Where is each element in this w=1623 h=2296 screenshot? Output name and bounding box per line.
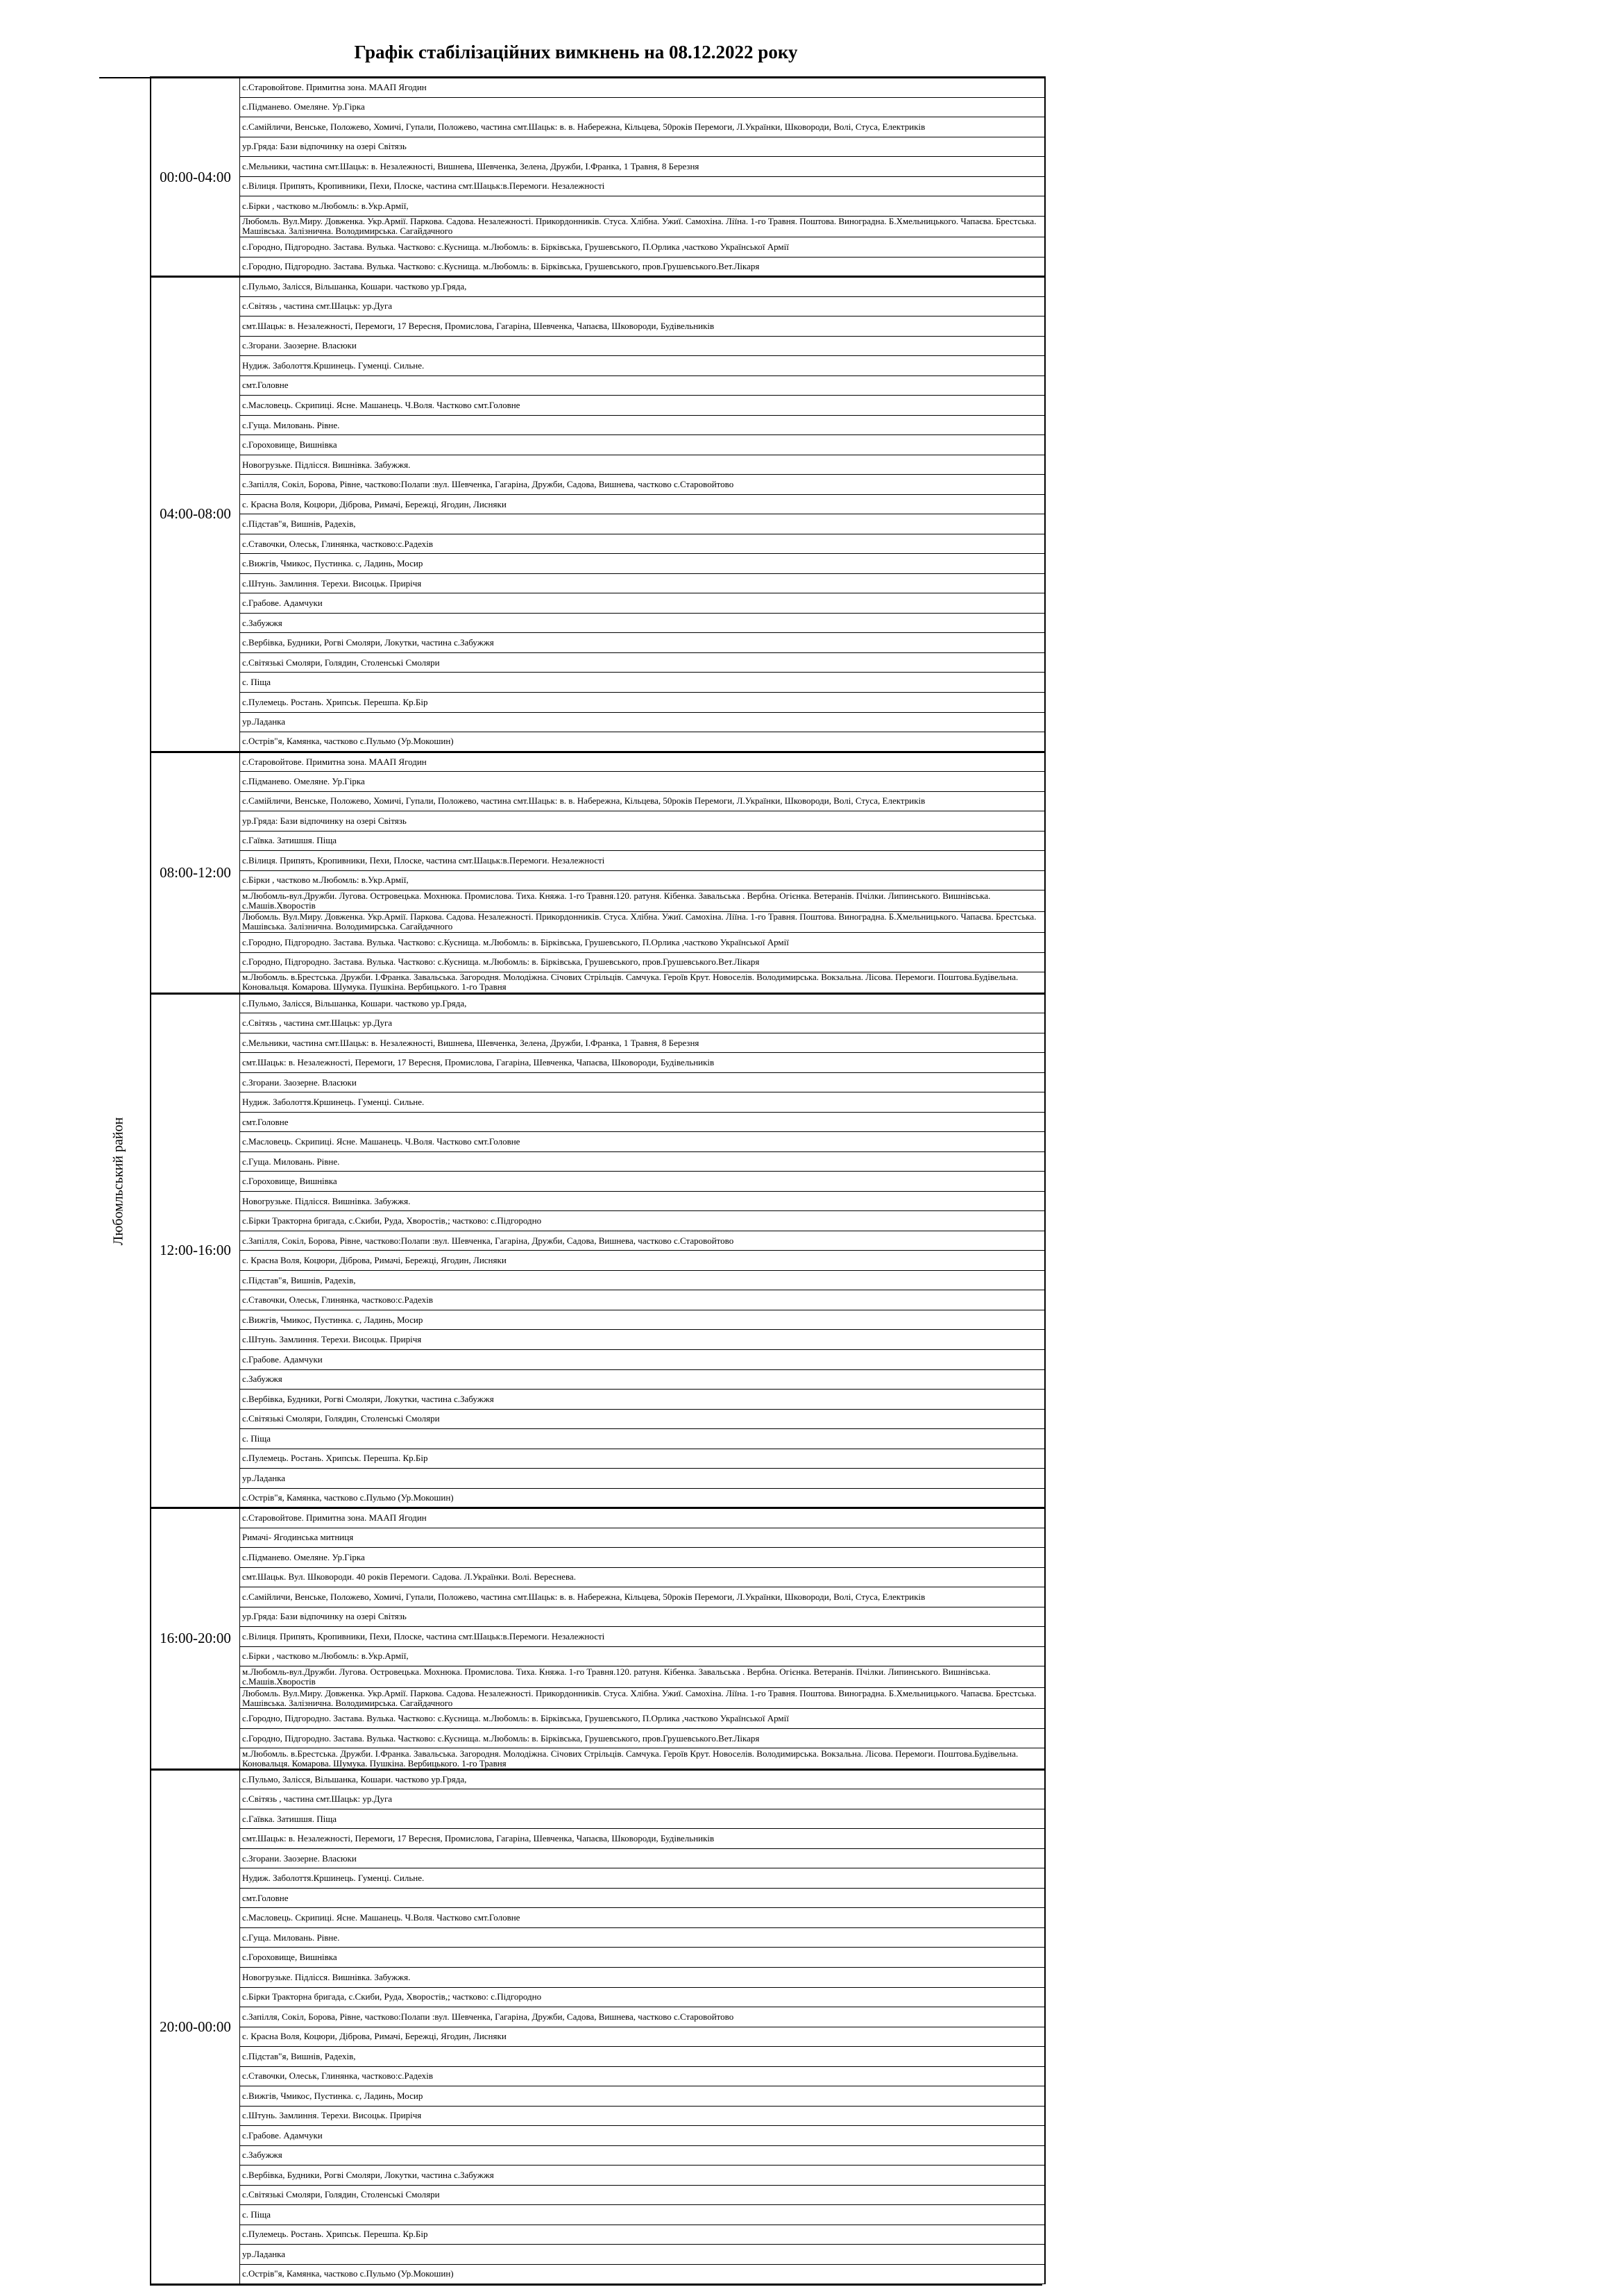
area-list-item: Любомль. Вул.Миру. Довженка. Укр.Армії. Паркова. Садова. Незалежності. Прикордонників. Стуса. Хлібна. Ужиї. Самохіна. Ліїна. 1-го Травня. Поштова. Виноградна. Б.Хмельницького. Чапаєва. Брестська. Машівська. Залізнична. Володимирська. Сагайдачного (240, 216, 1046, 237)
area-list-item: м.Любомль-вул.Дружби. Лугова. Островецька. Мохнюка. Промислова. Тиха. Княжа. 1-го Травня.120. ратуня. Кібенка. Завальська . Вербна. Огієнка. Ветеранів. Пчілки. Липинського. Вишнівська. с.Машів.Хворостів (240, 1666, 1046, 1688)
schedule-row (99, 1709, 1045, 1729)
schedule-row (99, 1868, 1045, 1889)
area-list-item: м.Любомль. в.Брестська. Дружби. І.Франка. Завальська. Загородня. Молодіжна. Січових Стрільців. Самчука. Героїв Крут. Новоселів. Володимирська. Вокзальна. Лісова. Перемоги. Поштова.Будівельна. Коновальця. Комарова. Шумука. Пушкіна. Вербицького. 1-го Травня (240, 972, 1046, 994)
area-list-item: ур.Гряда: Бази відпочинку на озері Світязь (240, 137, 1046, 157)
schedule-row (99, 1927, 1045, 1948)
schedule-row (99, 1528, 1045, 1548)
area-list-item: ур.Ладанка (240, 1469, 1046, 1489)
schedule-row (99, 652, 1045, 673)
schedule-row (99, 2245, 1045, 2265)
schedule-row (99, 1908, 1045, 1928)
schedule-row (99, 1350, 1045, 1370)
schedule-row (99, 1429, 1045, 1449)
area-list-item: с.Вербівка, Будники, Рогві Смоляри, Локутки, частина с.Забужжя (240, 2166, 1046, 2186)
area-list-item: с.Підстав"я, Вишнів, Радехів, (240, 514, 1046, 534)
schedule-row (99, 1748, 1045, 1770)
area-list-item: с.Вілиця. Припять, Кропивники, Пехи, Плоске, частина смт.Шацьк:в.Перемоги. Незалежності (240, 176, 1046, 196)
area-list-item: ур.Ладанка (240, 712, 1046, 732)
area-list-item: с.Гаївка. Затишшя. Піща (240, 831, 1046, 851)
time-slot: 04:00-08:00 (151, 277, 240, 752)
area-list-item: с.Світязь , частина смт.Шацьк: ур.Дуга (240, 1013, 1046, 1033)
schedule-row (99, 1191, 1045, 1211)
area-list-item: с.Самійличи, Венське, Положево, Хомичі, Гупали, Положево, частина смт.Шацьк: в. в. Набережна, Кільцева, 50років Перемоги, Л.Українки, Шковороди, Волі, Стуса, Електриків (240, 791, 1046, 811)
schedule-row (99, 2185, 1045, 2205)
schedule-row (99, 534, 1045, 554)
schedule-row (99, 890, 1045, 912)
area-list-item: с.Вілиця. Припять, Кропивники, Пехи, Плоске, частина смт.Шацьк:в.Перемоги. Незалежності (240, 851, 1046, 871)
schedule-row (99, 97, 1045, 117)
schedule-row (99, 1587, 1045, 1607)
area-list-item: с.Грабове. Адамчуки (240, 2126, 1046, 2146)
area-list-item: с.Гаївка. Затишшя. Піща (240, 1809, 1046, 1829)
schedule-row (99, 2126, 1045, 2146)
schedule-row (99, 633, 1045, 653)
schedule-row (99, 415, 1045, 435)
schedule-row (99, 1270, 1045, 1290)
schedule-row (99, 1290, 1045, 1310)
area-list-item: с.Підстав"я, Вишнів, Радехів, (240, 2047, 1046, 2067)
area-list-item: смт.Шацьк: в. Незалежності, Перемоги, 17 Вересня, Промислова, Гагаріна, Шевченка, Чапаєва, Шковороди, Будівельників (240, 1053, 1046, 1073)
schedule-row (99, 752, 1045, 772)
area-list-item: ур.Гряда: Бази відпочинку на озері Світязь (240, 1607, 1046, 1627)
area-list-item: с.Штунь. Замлиння. Терехи. Висоцьк. Прирічя (240, 573, 1046, 593)
schedule-row (99, 475, 1045, 495)
area-list-item: с.Старовойтове. Примитна зона. МААП Ягодин (240, 752, 1046, 772)
schedule-row (99, 1769, 1045, 1789)
table-bottom-border (150, 2284, 1042, 2286)
schedule-row (99, 1646, 1045, 1666)
schedule-body (99, 78, 1045, 2284)
schedule-row (99, 1251, 1045, 1271)
area-list-item: с.Підманево. Омеляне. Ур.Гірка (240, 97, 1046, 117)
time-slot: 20:00-00:00 (151, 1769, 240, 2284)
area-list-item: с.Світязькі Смоляри, Голядин, Столенські Смоляри (240, 2185, 1046, 2205)
area-list-item: с. Красна Воля, Коцюри, Діброва, Римачі, Бережці, Ягодин, Лисняки (240, 1251, 1046, 1271)
schedule-row (99, 1151, 1045, 1172)
schedule-row (99, 396, 1045, 416)
area-list-item: с.Мельники, частина смт.Шацьк: в. Незалежності, Вишнева, Шевченка, Зелена, Дружби, І.Франка, 1 Травня, 8 Березня (240, 1033, 1046, 1053)
area-list-item: с.Гуща. Миловань. Рівне. (240, 1151, 1046, 1172)
area-list-item: с.Світязь , частина смт.Шацьк: ур.Дуга (240, 296, 1046, 316)
schedule-row (99, 2264, 1045, 2284)
area-list-item: Любомль. Вул.Миру. Довженка. Укр.Армії. Паркова. Садова. Незалежності. Прикордонників. Стуса. Хлібна. Ужиї. Самохіна. Ліїна. 1-го Травня. Поштова. Виноградна. Б.Хмельницького. Чапаєва. Брестська. Машівська. Залізнична. Володимирська. Сагайдачного (240, 911, 1046, 933)
schedule-row (99, 1488, 1045, 1508)
area-list-item: с.Масловець. Скрипиці. Ясне. Машанець. Ч.Воля. Частково смт.Головне (240, 1908, 1046, 1928)
schedule-row (99, 435, 1045, 455)
area-list-item: Новогрузьке. Підлісся. Вишнівка. Забужжя. (240, 455, 1046, 475)
schedule-row (99, 1967, 1045, 1987)
schedule-row (99, 277, 1045, 297)
schedule-row (99, 870, 1045, 890)
schedule-row (99, 1172, 1045, 1192)
area-list-item: с.Городно, Підгородно. Застава. Вулька. Частково: с.Куснища. м.Любомль: в. Бірківська, Грушевського, пров.Грушевського.Вет.Лікаря (240, 952, 1046, 972)
schedule-row (99, 2205, 1045, 2225)
outage-schedule-table (99, 76, 1046, 2284)
area-list-item: с. Красна Воля, Коцюри, Діброва, Римачі, Бережці, Ягодин, Лисняки (240, 2027, 1046, 2047)
area-list-item: с.Городно, Підгородно. Застава. Вулька. Частково: с.Куснища. м.Любомль: в. Бірківська, Грушевського, пров.Грушевського.Вет.Лікаря (240, 1728, 1046, 1748)
area-list-item: с.Згорани. Заозерне. Власюки (240, 336, 1046, 356)
area-list-item: Нудиж. Заболоття.Кршинець. Гуменці. Сильне. (240, 1868, 1046, 1889)
schedule-row (99, 316, 1045, 337)
schedule-row (99, 375, 1045, 396)
area-list-item: смт.Головне (240, 1888, 1046, 1908)
area-list-item: с.Ставочки, Олеськ, Глинянка, частково:с.Радехів (240, 534, 1046, 554)
area-list-item: с.Бірки Тракторна бригада, с.Скиби, Руда, Хворостів,; частково: с.Підгородно (240, 1211, 1046, 1231)
schedule-row (99, 1053, 1045, 1073)
schedule-row (99, 712, 1045, 732)
area-list-item: с.Пулемець. Ростань. Хрипськ. Перешпа. Кр.Бір (240, 692, 1046, 712)
schedule-row (99, 78, 1045, 98)
area-list-item: смт.Шацьк. Вул. Шковороди. 40 років Перемоги. Садова. Л.Українки. Волі. Вереснева. (240, 1567, 1046, 1587)
schedule-row (99, 2106, 1045, 2126)
schedule-row (99, 1369, 1045, 1390)
schedule-row (99, 336, 1045, 356)
area-list-item: с.Запілля, Сокіл, Борова, Рівне, частково:Полапи :вул. Шевченка, Гагаріна, Дружби, Садова, Вишнева, частково с.Старовойтово (240, 1231, 1046, 1251)
schedule-row (99, 1013, 1045, 1033)
schedule-row (99, 1809, 1045, 1829)
schedule-row (99, 2066, 1045, 2086)
area-list-item: с.Запілля, Сокіл, Борова, Рівне, частково:Полапи :вул. Шевченка, Гагаріна, Дружби, Садова, Вишнева, частково с.Старовойтово (240, 475, 1046, 495)
time-slot: 12:00-16:00 (151, 993, 240, 1508)
schedule-row (99, 1508, 1045, 1528)
schedule-row (99, 1469, 1045, 1489)
area-list-item: с.Забужжя (240, 613, 1046, 633)
schedule-row (99, 1330, 1045, 1350)
schedule-row (99, 673, 1045, 693)
schedule-row (99, 216, 1045, 237)
area-list-item: с.Бірки , частково м.Любомль: в.Укр.Армії, (240, 196, 1046, 217)
area-list-item: с.Грабове. Адамчуки (240, 593, 1046, 614)
district-cell (99, 78, 151, 2284)
area-list-item: с.Вижгів, Чмикос, Пустинка. с, Ладинь, Мосир (240, 2086, 1046, 2107)
area-list-item: с.Пулемець. Ростань. Хрипськ. Перешпа. Кр.Бір (240, 2225, 1046, 2245)
schedule-row (99, 2007, 1045, 2027)
area-list-item: с.Бірки Тракторна бригада, с.Скиби, Руда, Хворостів,; частково: с.Підгородно (240, 1987, 1046, 2007)
schedule-row (99, 1310, 1045, 1330)
schedule-row (99, 356, 1045, 376)
schedule-row (99, 993, 1045, 1013)
schedule-row (99, 1092, 1045, 1113)
area-list-item: с.Пульмо, Залісся, Вільшанка, Кошари. частково ур.Гряда, (240, 993, 1046, 1013)
area-list-item: с. Красна Воля, Коцюри, Діброва, Римачі, Бережці, Ягодин, Лисняки (240, 494, 1046, 514)
schedule-row (99, 1112, 1045, 1132)
schedule-row (99, 176, 1045, 196)
schedule-row (99, 117, 1045, 137)
area-list-item: с.Гуща. Миловань. Рівне. (240, 1927, 1046, 1948)
schedule-row (99, 911, 1045, 933)
schedule-row (99, 1987, 1045, 2007)
area-list-item: с. Піща (240, 2205, 1046, 2225)
schedule-row (99, 1848, 1045, 1868)
time-slot: 16:00-20:00 (151, 1508, 240, 1770)
area-list-item: м.Любомль. в.Брестська. Дружби. І.Франка. Завальська. Загородня. Молодіжна. Січових Стрільців. Самчука. Героїв Крут. Новоселів. Володимирська. Вокзальна. Лісова. Перемоги. Поштова.Будівельна. Коновальця. Комарова. Шумука. Пушкіна. Вербицького. 1-го Травня (240, 1748, 1046, 1770)
area-list-item: с.Ставочки, Олеськ, Глинянка, частково:с.Радехів (240, 2066, 1046, 2086)
area-list-item: с.Вербівка, Будники, Рогві Смоляри, Локутки, частина с.Забужжя (240, 1390, 1046, 1410)
area-list-item: Новогрузьке. Підлісся. Вишнівка. Забужжя. (240, 1191, 1046, 1211)
schedule-row (99, 237, 1045, 258)
area-list-item: с.Гороховище, Вишнівка (240, 1948, 1046, 1968)
area-list-item: смт.Головне (240, 375, 1046, 396)
schedule-row (99, 2047, 1045, 2067)
schedule-row (99, 851, 1045, 871)
schedule-row (99, 514, 1045, 534)
area-list-item: с.Згорани. Заозерне. Власюки (240, 1848, 1046, 1868)
area-list-item: смт.Головне (240, 1112, 1046, 1132)
area-list-item: Новогрузьке. Підлісся. Вишнівка. Забужжя. (240, 1967, 1046, 1987)
schedule-row (99, 1231, 1045, 1251)
area-list-item: с.Вербівка, Будники, Рогві Смоляри, Локутки, частина с.Забужжя (240, 633, 1046, 653)
area-list-item: с.Городно, Підгородно. Застава. Вулька. Частково: с.Куснища. м.Любомль: в. Бірківська, Грушевського, пров.Грушевського.Вет.Лікаря (240, 257, 1046, 277)
schedule-row (99, 1627, 1045, 1647)
schedule-row (99, 1728, 1045, 1748)
schedule-row (99, 157, 1045, 177)
schedule-row (99, 2225, 1045, 2245)
area-list-item: с.Світязькі Смоляри, Голядин, Столенські Смоляри (240, 1409, 1046, 1429)
area-list-item: с.Вижгів, Чмикос, Пустинка. с, Ладинь, Мосир (240, 1310, 1046, 1330)
area-list-item: с.Городно, Підгородно. Застава. Вулька. Частково: с.Куснища. м.Любомль: в. Бірківська, Грушевського, П.Орлика ,частково Української Армії (240, 933, 1046, 953)
schedule-row (99, 1132, 1045, 1152)
schedule-row (99, 1607, 1045, 1627)
schedule-row (99, 593, 1045, 614)
area-list-item: с.Світязькі Смоляри, Голядин, Столенські Смоляри (240, 652, 1046, 673)
schedule-row (99, 1687, 1045, 1709)
schedule-row (99, 2027, 1045, 2047)
area-list-item: с.Самійличи, Венське, Положево, Хомичі, Гупали, Положево, частина смт.Шацьк: в. в. Набережна, Кільцева, 50років Перемоги, Л.Українки, Шковороди, Волі, Стуса, Електриків (240, 1587, 1046, 1607)
time-slot: 00:00-04:00 (151, 78, 240, 277)
area-list-item: смт.Шацьк: в. Незалежності, Перемоги, 17 Вересня, Промислова, Гагаріна, Шевченка, Чапаєва, Шковороди, Будівельників (240, 1829, 1046, 1849)
area-list-item: с.Острів"я, Камянка, частково с.Пульмо (Ур.Мокошин) (240, 732, 1046, 752)
schedule-row (99, 1888, 1045, 1908)
area-list-item: с.Гороховище, Вишнівка (240, 435, 1046, 455)
schedule-row (99, 811, 1045, 832)
area-list-item: с.Пулемець. Ростань. Хрипськ. Перешпа. Кр.Бір (240, 1449, 1046, 1469)
area-list-item: с.Самійличи, Венське, Положево, Хомичі, Гупали, Положево, частина смт.Шацьк: в. в. Набережна, Кільцева, 50років Перемоги, Л.Українки, Шковороди, Волі, Стуса, Електриків (240, 117, 1046, 137)
area-list-item: Любомль. Вул.Миру. Довженка. Укр.Армії. Паркова. Садова. Незалежності. Прикордонників. Стуса. Хлібна. Ужиї. Самохіна. Ліїна. 1-го Травня. Поштова. Виноградна. Б.Хмельницького. Чапаєва. Брестська. Машівська. Залізнична. Володимирська. Сагайдачного (240, 1687, 1046, 1709)
area-list-item: с.Підманево. Омеляне. Ур.Гірка (240, 1548, 1046, 1568)
schedule-row (99, 554, 1045, 574)
area-list-item: с.Старовойтове. Примитна зона. МААП Ягодин (240, 1508, 1046, 1528)
schedule-row (99, 692, 1045, 712)
schedule-row (99, 772, 1045, 792)
area-list-item: с.Масловець. Скрипиці. Ясне. Машанець. Ч.Воля. Частково смт.Головне (240, 396, 1046, 416)
area-list-item: с.Вілиця. Припять, Кропивники, Пехи, Плоске, частина смт.Шацьк:в.Перемоги. Незалежності (240, 1627, 1046, 1647)
area-list-item: с.Старовойтове. Примитна зона. МААП Ягодин (240, 78, 1046, 98)
area-list-item: с.Вижгів, Чмикос, Пустинка. с, Ладинь, Мосир (240, 554, 1046, 574)
area-list-item: с.Городно, Підгородно. Застава. Вулька. Частково: с.Куснища. м.Любомль: в. Бірківська, Грушевського, П.Орлика ,частково Української Армії (240, 237, 1046, 258)
area-list-item: с.Мельники, частина смт.Шацьк: в. Незалежності, Вишнева, Шевченка, Зелена, Дружби, І.Франка, 1 Травня, 8 Березня (240, 157, 1046, 177)
schedule-row (99, 831, 1045, 851)
area-list-item: с.Острів"я, Камянка, частково с.Пульмо (Ур.Мокошин) (240, 1488, 1046, 1508)
area-list-item: с.Пульмо, Залісся, Вільшанка, Кошари. частково ур.Гряда, (240, 277, 1046, 297)
schedule-row (99, 933, 1045, 953)
area-list-item: с. Піща (240, 1429, 1046, 1449)
area-list-item: с.Забужжя (240, 1369, 1046, 1390)
schedule-row (99, 573, 1045, 593)
schedule-row (99, 2166, 1045, 2186)
schedule-row (99, 1567, 1045, 1587)
schedule-row (99, 137, 1045, 157)
schedule-row (99, 196, 1045, 217)
area-list-item: с.Бірки , частково м.Любомль: в.Укр.Армії, (240, 870, 1046, 890)
area-list-item: Нудиж. Заболоття.Кршинець. Гуменці. Сильне. (240, 1092, 1046, 1113)
schedule-row (99, 1666, 1045, 1688)
area-list-item: м.Любомль-вул.Дружби. Лугова. Островецька. Мохнюка. Промислова. Тиха. Княжа. 1-го Травня.120. ратуня. Кібенка. Завальська . Вербна. Огієнка. Ветеранів. Пчілки. Липинського. Вишнівська. с.Машів.Хворостів (240, 890, 1046, 912)
schedule-row (99, 1948, 1045, 1968)
schedule-row (99, 972, 1045, 994)
area-list-item: с.Гороховище, Вишнівка (240, 1172, 1046, 1192)
area-list-item: с. Піща (240, 673, 1046, 693)
schedule-row (99, 2086, 1045, 2107)
area-list-item: с.Острів"я, Камянка, частково с.Пульмо (Ур.Мокошин) (240, 2264, 1046, 2284)
area-list-item: с.Масловець. Скрипиці. Ясне. Машанець. Ч.Воля. Частково смт.Головне (240, 1132, 1046, 1152)
schedule-row (99, 952, 1045, 972)
schedule-row (99, 1548, 1045, 1568)
area-list-item: с.Забужжя (240, 2145, 1046, 2166)
area-list-item: с.Світязь , частина смт.Шацьк: ур.Дуга (240, 1789, 1046, 1809)
area-list-item: смт.Шацьк: в. Незалежності, Перемоги, 17 Вересня, Промислова, Гагаріна, Шевченка, Чапаєва, Шковороди, Будівельників (240, 316, 1046, 337)
district-label: Любомльський район (110, 1117, 126, 1245)
area-list-item: с.Грабове. Адамчуки (240, 1350, 1046, 1370)
schedule-row (99, 2145, 1045, 2166)
area-list-item: ур.Гряда: Бази відпочинку на озері Світязь (240, 811, 1046, 832)
area-list-item: с.Пульмо, Залісся, Вільшанка, Кошари. частково ур.Гряда, (240, 1769, 1046, 1789)
area-list-item: Нудиж. Заболоття.Кршинець. Гуменці. Сильне. (240, 356, 1046, 376)
area-list-item: с.Штунь. Замлиння. Терехи. Висоцьк. Прирічя (240, 1330, 1046, 1350)
area-list-item: с.Запілля, Сокіл, Борова, Рівне, частково:Полапи :вул. Шевченка, Гагаріна, Дружби, Садова, Вишнева, частково с.Старовойтово (240, 2007, 1046, 2027)
area-list-item: с.Ставочки, Олеськ, Глинянка, частково:с.Радехів (240, 1290, 1046, 1310)
schedule-row (99, 1211, 1045, 1231)
area-list-item: с.Гуща. Миловань. Рівне. (240, 415, 1046, 435)
area-list-item: с.Підстав"я, Вишнів, Радехів, (240, 1270, 1046, 1290)
area-list-item: ур.Ладанка (240, 2245, 1046, 2265)
area-list-item: с.Згорани. Заозерне. Власюки (240, 1072, 1046, 1092)
schedule-row (99, 1789, 1045, 1809)
schedule-row (99, 1033, 1045, 1053)
schedule-row (99, 791, 1045, 811)
area-list-item: с.Городно, Підгородно. Застава. Вулька. Частково: с.Куснища. м.Любомль: в. Бірківська, Грушевського, П.Орлика ,частково Української Армії (240, 1709, 1046, 1729)
time-slot: 08:00-12:00 (151, 752, 240, 993)
schedule-row (99, 732, 1045, 752)
area-list-item: с.Бірки , частково м.Любомль: в.Укр.Армії, (240, 1646, 1046, 1666)
schedule-row (99, 1829, 1045, 1849)
area-list-item: с.Штунь. Замлиння. Терехи. Висоцьк. Прирічя (240, 2106, 1046, 2126)
schedule-row (99, 296, 1045, 316)
schedule-row (99, 1449, 1045, 1469)
schedule-row (99, 257, 1045, 277)
area-list-item: с.Підманево. Омеляне. Ур.Гірка (240, 772, 1046, 792)
page-title: Графік стабілізаційних вимкнень на 08.12.2022 року (354, 42, 798, 62)
schedule-row (99, 1390, 1045, 1410)
schedule-row (99, 494, 1045, 514)
schedule-row (99, 1409, 1045, 1429)
schedule-row (99, 455, 1045, 475)
schedule-row (99, 1072, 1045, 1092)
schedule-row (99, 613, 1045, 633)
area-list-item: Римачі- Ягодинська митниця (240, 1528, 1046, 1548)
